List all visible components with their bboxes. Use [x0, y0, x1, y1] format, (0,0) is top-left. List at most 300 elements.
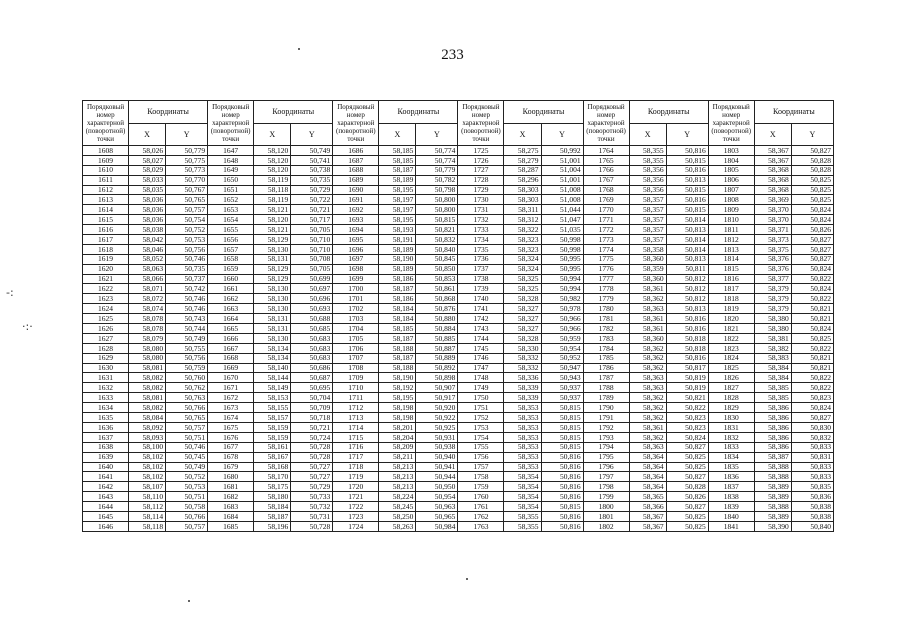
point-number: 1800	[583, 502, 629, 512]
x-coordinate: 58,386	[754, 413, 791, 423]
y-coordinate: 50,816	[666, 314, 708, 324]
x-coordinate: 58,129	[254, 264, 291, 274]
point-number: 1804	[708, 155, 754, 165]
point-number: 1608	[83, 146, 129, 156]
x-coordinate: 58,191	[379, 235, 416, 245]
point-number: 1764	[583, 146, 629, 156]
point-number: 1652	[208, 195, 254, 205]
x-coordinate: 58,311	[504, 205, 541, 215]
y-coordinate: 51,001	[541, 155, 583, 165]
point-number: 1735	[458, 244, 504, 254]
point-number: 1668	[208, 353, 254, 363]
y-coordinate: 50,816	[666, 195, 708, 205]
x-coordinate: 58,365	[629, 492, 666, 502]
x-coordinate: 58,379	[754, 304, 791, 314]
x-coordinate: 58,167	[254, 452, 291, 462]
table-row	[83, 422, 834, 432]
y-coordinate: 50,699	[291, 274, 333, 284]
y-coordinate: 50,752	[166, 472, 208, 482]
x-coordinate: 58,385	[754, 383, 791, 393]
coordinates-table	[82, 100, 834, 532]
point-number: 1768	[583, 185, 629, 195]
point-number: 1659	[208, 264, 254, 274]
y-coordinate: 50,816	[541, 452, 583, 462]
y-coordinate: 50,693	[291, 304, 333, 314]
point-number: 1622	[83, 284, 129, 294]
point-number: 1610	[83, 165, 129, 175]
point-number: 1613	[83, 195, 129, 205]
point-number: 1716	[333, 442, 379, 452]
y-coordinate: 50,815	[541, 502, 583, 512]
y-coordinate: 50,823	[666, 422, 708, 432]
y-coordinate: 50,824	[791, 403, 833, 413]
point-number: 1617	[83, 235, 129, 245]
point-number: 1686	[333, 146, 379, 156]
point-number: 1625	[83, 314, 129, 324]
x-coordinate: 58,193	[379, 225, 416, 235]
x-coordinate: 58,134	[254, 343, 291, 353]
y-coordinate: 50,717	[291, 215, 333, 225]
point-number: 1634	[83, 403, 129, 413]
y-coordinate: 50,709	[291, 403, 333, 413]
x-coordinate: 58,185	[379, 146, 416, 156]
point-number: 1757	[458, 462, 504, 472]
point-number: 1693	[333, 215, 379, 225]
point-number: 1616	[83, 225, 129, 235]
x-column-header: X	[504, 124, 541, 146]
x-coordinate: 58,140	[254, 363, 291, 373]
point-number: 1641	[83, 472, 129, 482]
x-coordinate: 58,046	[129, 244, 166, 254]
point-number: 1658	[208, 254, 254, 264]
table-row	[83, 363, 834, 373]
point-number: 1766	[583, 165, 629, 175]
x-coordinate: 58,213	[379, 462, 416, 472]
table-row	[83, 175, 834, 185]
point-number: 1701	[333, 294, 379, 304]
table-row	[83, 146, 834, 156]
point-number: 1774	[583, 244, 629, 254]
y-coordinate: 50,966	[541, 324, 583, 334]
point-number: 1688	[333, 165, 379, 175]
y-coordinate: 50,721	[291, 205, 333, 215]
point-number: 1619	[83, 254, 129, 264]
point-number: 1767	[583, 175, 629, 185]
point-number: 1834	[708, 452, 754, 462]
x-coordinate: 58,364	[629, 452, 666, 462]
y-coordinate: 50,815	[541, 403, 583, 413]
x-coordinate: 58,157	[254, 413, 291, 423]
x-coordinate: 58,213	[379, 472, 416, 482]
x-coordinate: 58,381	[754, 333, 791, 343]
point-number: 1681	[208, 482, 254, 492]
y-coordinate: 50,943	[541, 373, 583, 383]
y-coordinate: 50,705	[291, 225, 333, 235]
x-coordinate: 58,354	[504, 482, 541, 492]
x-coordinate: 58,187	[379, 353, 416, 363]
y-coordinate: 50,827	[791, 244, 833, 254]
point-number: 1638	[83, 442, 129, 452]
point-number: 1639	[83, 452, 129, 462]
point-number: 1827	[708, 383, 754, 393]
y-column-header: Y	[541, 124, 583, 146]
y-coordinate: 50,758	[166, 502, 208, 512]
x-coordinate: 58,357	[629, 215, 666, 225]
point-number: 1841	[708, 521, 754, 531]
x-coordinate: 58,192	[379, 383, 416, 393]
x-coordinate: 58,330	[504, 343, 541, 353]
x-coordinate: 58,388	[754, 462, 791, 472]
point-number: 1643	[83, 492, 129, 502]
point-number: 1763	[458, 521, 504, 531]
x-coordinate: 58,383	[754, 353, 791, 363]
table-row	[83, 235, 834, 245]
x-coordinate: 58,322	[504, 225, 541, 235]
x-coordinate: 58,131	[254, 254, 291, 264]
y-coordinate: 50,767	[166, 185, 208, 195]
point-number-header: Порядковый номер характерной (поворотной) точки	[333, 101, 379, 146]
point-number: 1653	[208, 205, 254, 215]
x-coordinate: 58,279	[504, 155, 541, 165]
y-coordinate: 50,827	[666, 502, 708, 512]
point-number: 1627	[83, 333, 129, 343]
x-coordinate: 58,363	[629, 442, 666, 452]
x-coordinate: 58,189	[379, 175, 416, 185]
x-coordinate: 58,186	[379, 294, 416, 304]
x-coordinate: 58,081	[129, 393, 166, 403]
x-coordinate: 58,033	[129, 175, 166, 185]
y-coordinate: 50,959	[541, 333, 583, 343]
y-coordinate: 50,732	[291, 502, 333, 512]
point-number: 1753	[458, 422, 504, 432]
x-coordinate: 58,361	[629, 314, 666, 324]
x-coordinate: 58,353	[504, 442, 541, 452]
x-coordinate: 58,118	[254, 185, 291, 195]
x-coordinate: 58,078	[129, 324, 166, 334]
y-coordinate: 50,763	[166, 393, 208, 403]
y-coordinate: 50,765	[166, 413, 208, 423]
x-coordinate: 58,360	[629, 254, 666, 264]
y-coordinate: 50,954	[416, 492, 458, 502]
y-coordinate: 50,728	[291, 521, 333, 531]
point-number: 1618	[83, 244, 129, 254]
point-number: 1732	[458, 215, 504, 225]
x-coordinate: 58,324	[504, 264, 541, 274]
y-coordinate: 50,816	[541, 511, 583, 521]
y-coordinate: 51,044	[541, 205, 583, 215]
x-coordinate: 58,093	[129, 432, 166, 442]
y-coordinate: 50,728	[291, 442, 333, 452]
x-coordinate: 58,175	[254, 482, 291, 492]
point-number: 1724	[333, 521, 379, 531]
y-coordinate: 50,982	[541, 294, 583, 304]
x-coordinate: 58,082	[129, 403, 166, 413]
x-coordinate: 58,371	[754, 225, 791, 235]
y-coordinate: 50,816	[541, 472, 583, 482]
y-coordinate: 50,753	[166, 482, 208, 492]
x-coordinate: 58,325	[504, 284, 541, 294]
point-number: 1632	[83, 383, 129, 393]
x-coordinate: 58,184	[379, 314, 416, 324]
x-coordinate: 58,363	[629, 383, 666, 393]
x-coordinate: 58,263	[379, 521, 416, 531]
x-coordinate: 58,287	[504, 165, 541, 175]
point-number: 1704	[333, 324, 379, 334]
point-number: 1687	[333, 155, 379, 165]
y-coordinate: 50,828	[791, 155, 833, 165]
point-number: 1729	[458, 185, 504, 195]
point-number-header: Порядковый номер характерной (поворотной) точки	[583, 101, 629, 146]
x-coordinate: 58,363	[629, 373, 666, 383]
x-coordinate: 58,362	[629, 294, 666, 304]
point-number: 1650	[208, 175, 254, 185]
x-coordinate: 58,144	[254, 373, 291, 383]
y-coordinate: 50,822	[791, 294, 833, 304]
x-coordinate: 58,353	[504, 403, 541, 413]
y-coordinate: 50,817	[666, 363, 708, 373]
y-coordinate: 50,779	[166, 146, 208, 156]
x-coordinate: 58,362	[629, 343, 666, 353]
point-number: 1669	[208, 363, 254, 373]
x-coordinate: 58,323	[504, 244, 541, 254]
point-number: 1614	[83, 205, 129, 215]
y-coordinate: 50,759	[166, 363, 208, 373]
point-number: 1671	[208, 383, 254, 393]
y-coordinate: 50,746	[166, 254, 208, 264]
y-coordinate: 50,884	[416, 324, 458, 334]
x-coordinate: 58,362	[629, 363, 666, 373]
y-coordinate: 50,821	[666, 393, 708, 403]
x-column-header: X	[129, 124, 166, 146]
point-number: 1839	[708, 502, 754, 512]
table-row	[83, 383, 834, 393]
table-row	[83, 353, 834, 363]
point-number: 1711	[333, 393, 379, 403]
x-coordinate: 58,327	[504, 304, 541, 314]
point-number: 1646	[83, 521, 129, 531]
x-coordinate: 58,130	[254, 284, 291, 294]
point-number: 1620	[83, 264, 129, 274]
y-coordinate: 50,742	[166, 284, 208, 294]
x-coordinate: 58,153	[254, 393, 291, 403]
scan-speck	[298, 48, 300, 50]
y-coordinate: 50,994	[541, 274, 583, 284]
point-number: 1697	[333, 254, 379, 264]
x-coordinate: 58,204	[379, 432, 416, 442]
y-coordinate: 50,815	[666, 185, 708, 195]
x-coordinate: 58,155	[254, 403, 291, 413]
point-number: 1685	[208, 521, 254, 531]
point-number: 1808	[708, 195, 754, 205]
y-coordinate: 50,821	[791, 353, 833, 363]
y-coordinate: 50,815	[541, 422, 583, 432]
x-coordinate: 58,188	[379, 363, 416, 373]
x-coordinate: 58,361	[629, 284, 666, 294]
y-coordinate: 50,998	[541, 244, 583, 254]
x-coordinate: 58,185	[379, 324, 416, 334]
point-number: 1730	[458, 195, 504, 205]
point-number: 1663	[208, 304, 254, 314]
x-coordinate: 58,363	[629, 304, 666, 314]
y-coordinate: 50,838	[791, 511, 833, 521]
x-coordinate: 58,360	[629, 274, 666, 284]
x-coordinate: 58,353	[504, 413, 541, 423]
y-coordinate: 50,838	[791, 502, 833, 512]
y-coordinate: 50,816	[541, 462, 583, 472]
y-coordinate: 50,828	[666, 482, 708, 492]
point-number: 1674	[208, 413, 254, 423]
x-coordinate: 58,364	[629, 482, 666, 492]
point-number: 1695	[333, 235, 379, 245]
table-row	[83, 284, 834, 294]
point-number: 1675	[208, 422, 254, 432]
point-number-header: Порядковый номер характерной (поворотной) точки	[83, 101, 129, 146]
y-coordinate: 50,954	[541, 343, 583, 353]
point-number: 1752	[458, 413, 504, 423]
y-coordinate: 50,815	[666, 205, 708, 215]
y-coordinate: 50,746	[166, 294, 208, 304]
y-coordinate: 50,815	[416, 215, 458, 225]
point-number: 1666	[208, 333, 254, 343]
x-coordinate: 58,129	[254, 274, 291, 284]
point-number: 1756	[458, 452, 504, 462]
x-coordinate: 58,211	[379, 452, 416, 462]
point-number: 1703	[333, 314, 379, 324]
point-number: 1657	[208, 244, 254, 254]
point-number: 1702	[333, 304, 379, 314]
y-coordinate: 50,685	[291, 324, 333, 334]
point-number: 1721	[333, 492, 379, 502]
point-number: 1679	[208, 462, 254, 472]
point-number: 1784	[583, 343, 629, 353]
y-coordinate: 50,815	[541, 432, 583, 442]
y-coordinate: 51,035	[541, 225, 583, 235]
y-coordinate: 50,898	[416, 373, 458, 383]
point-number: 1762	[458, 511, 504, 521]
y-coordinate: 50,824	[791, 284, 833, 294]
point-number: 1816	[708, 274, 754, 284]
table-row	[83, 264, 834, 274]
point-number: 1615	[83, 215, 129, 225]
x-coordinate: 58,368	[754, 165, 791, 175]
y-coordinate: 50,688	[291, 314, 333, 324]
point-number: 1759	[458, 482, 504, 492]
x-coordinate: 58,312	[504, 215, 541, 225]
point-number: 1810	[708, 215, 754, 225]
y-coordinate: 50,811	[666, 264, 708, 274]
point-number: 1694	[333, 225, 379, 235]
y-coordinate: 50,812	[666, 294, 708, 304]
x-column-header: X	[629, 124, 666, 146]
coordinates-header: Координаты	[129, 101, 208, 124]
x-coordinate: 58,187	[379, 165, 416, 175]
y-coordinate: 50,825	[791, 175, 833, 185]
x-coordinate: 58,379	[754, 284, 791, 294]
x-coordinate: 58,131	[254, 324, 291, 334]
y-coordinate: 50,825	[791, 333, 833, 343]
table-row	[83, 343, 834, 353]
x-coordinate: 58,084	[129, 413, 166, 423]
point-number: 1670	[208, 373, 254, 383]
point-number: 1647	[208, 146, 254, 156]
y-coordinate: 50,965	[416, 511, 458, 521]
x-coordinate: 58,377	[754, 274, 791, 284]
x-coordinate: 58,081	[129, 363, 166, 373]
point-number: 1777	[583, 274, 629, 284]
y-coordinate: 50,813	[666, 304, 708, 314]
y-coordinate: 50,741	[291, 155, 333, 165]
point-number: 1664	[208, 314, 254, 324]
y-coordinate: 50,695	[291, 383, 333, 393]
coordinates-header: Координаты	[629, 101, 708, 124]
x-coordinate: 58,303	[504, 185, 541, 195]
x-coordinate: 58,357	[629, 195, 666, 205]
x-coordinate: 58,130	[254, 304, 291, 314]
point-number: 1758	[458, 472, 504, 482]
x-coordinate: 58,386	[754, 403, 791, 413]
y-coordinate: 50,757	[166, 205, 208, 215]
x-coordinate: 58,118	[129, 521, 166, 531]
point-number: 1831	[708, 422, 754, 432]
y-coordinate: 50,737	[166, 274, 208, 284]
point-number: 1739	[458, 284, 504, 294]
x-coordinate: 58,195	[379, 185, 416, 195]
x-coordinate: 58,170	[254, 472, 291, 482]
x-coordinate: 58,355	[629, 146, 666, 156]
point-number: 1727	[458, 165, 504, 175]
y-coordinate: 50,773	[166, 165, 208, 175]
point-number: 1714	[333, 422, 379, 432]
x-coordinate: 58,384	[754, 373, 791, 383]
x-coordinate: 58,184	[254, 502, 291, 512]
y-coordinate: 50,907	[416, 383, 458, 393]
x-coordinate: 58,209	[379, 442, 416, 452]
point-number: 1791	[583, 413, 629, 423]
y-coordinate: 51,004	[541, 165, 583, 175]
y-coordinate: 50,861	[416, 284, 458, 294]
x-coordinate: 58,063	[129, 264, 166, 274]
point-number: 1836	[708, 472, 754, 482]
y-coordinate: 50,822	[666, 403, 708, 413]
y-coordinate: 50,704	[291, 393, 333, 403]
y-coordinate: 50,753	[166, 235, 208, 245]
point-number: 1654	[208, 215, 254, 225]
x-coordinate: 58,168	[254, 462, 291, 472]
y-coordinate: 50,833	[791, 442, 833, 452]
x-coordinate: 58,102	[129, 472, 166, 482]
x-coordinate: 58,190	[379, 373, 416, 383]
x-coordinate: 58,353	[504, 452, 541, 462]
x-coordinate: 58,250	[379, 511, 416, 521]
x-coordinate: 58,303	[504, 195, 541, 205]
point-number: 1623	[83, 294, 129, 304]
point-number: 1631	[83, 373, 129, 383]
x-coordinate: 58,361	[629, 422, 666, 432]
point-number: 1736	[458, 254, 504, 264]
point-number: 1696	[333, 244, 379, 254]
coordinates-header: Координаты	[504, 101, 583, 124]
x-coordinate: 58,195	[379, 215, 416, 225]
y-coordinate: 50,831	[791, 452, 833, 462]
x-coordinate: 58,353	[504, 462, 541, 472]
point-number: 1717	[333, 452, 379, 462]
y-coordinate: 50,995	[541, 254, 583, 264]
point-number: 1633	[83, 393, 129, 403]
y-coordinate: 50,814	[666, 235, 708, 245]
y-coordinate: 50,756	[166, 353, 208, 363]
y-coordinate: 50,749	[166, 333, 208, 343]
point-number: 1743	[458, 324, 504, 334]
